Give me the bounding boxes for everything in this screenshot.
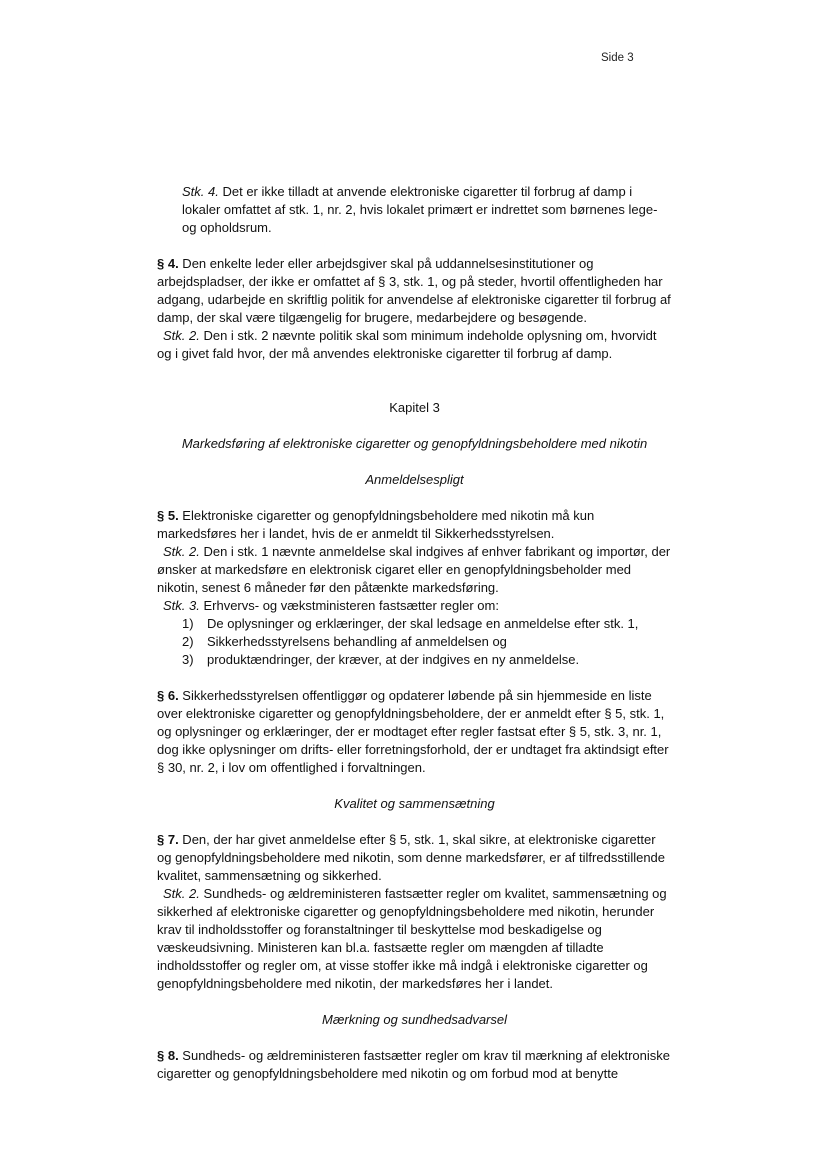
paragraph-5-stk-3: [157, 597, 672, 615]
paragraph-text: Sundheds- og ældreministeren fastsætter regler om krav til mærkning af elektroniske cigaretter og genopfyldningsbeholdere med nikotin og om forbud mod at benytte: [157, 1048, 671, 1081]
list-item: 2) Sikkerhedsstyrelsens behandling af anmeldelsen og: [182, 634, 507, 649]
section-label: § 8.: [157, 1048, 179, 1063]
paragraph-text: Erhvervs- og vækstministeren fastsætter regler om:: [199, 598, 499, 613]
chapter-title: Kapitel 3: [389, 400, 440, 415]
paragraph-text: Den, der har givet anmeldelse efter § 5, stk. 1, skal sikre, at elektroniske cigaretter og genopfyldningsbeholdere med nikotin, som denne markedsfører, er af tilfredsstillende kvalitet, sammensætning og sikkerhed.: [157, 832, 666, 883]
document-body: [157, 183, 672, 1083]
paragraph-6: [157, 687, 672, 777]
stk-label: Stk. 3.: [163, 598, 200, 613]
paragraph-text: Elektroniske cigaretter og genopfyldningsbeholdere med nikotin må kun markedsføres her i landet, hvis de er anmeldt til Sikkerhedsstyrelsen.: [157, 508, 595, 541]
list-item: 1) De oplysninger og erklæringer, der skal ledsage en anmeldelse efter stk. 1,: [182, 616, 639, 631]
list-item: 3) produktændringer, der kræver, at der indgives en ny anmeldelse.: [182, 652, 580, 667]
stk-label: Stk. 2.: [163, 328, 200, 343]
section-label: § 4.: [157, 256, 179, 271]
paragraph-8: [157, 1047, 672, 1083]
paragraph-4-stk-2: [157, 327, 672, 363]
paragraph-text: Den i stk. 2 nævnte politik skal som minimum indeholde oplysning om, hvorvidt og i givet fald hvor, der må anvendes elektroniske cigaretter til forbrug af damp.: [157, 328, 657, 361]
section-heading-kvalitet: Kvalitet og sammensætning: [334, 796, 495, 811]
paragraph-text: Den enkelte leder eller arbejdsgiver skal på uddannelsesinstitutioner og arbejdspladser, der ikke er omfattet af § 3, stk. 1, og på steder, hvortil offentligheden har adgang, udarbejde en skriftlig politik for anvendelse af elektroniske cigaretter til forbrug af damp, der skal være tilgængelig for brugere, medarbejdere og besøgende.: [157, 256, 671, 325]
paragraph-4: [157, 255, 672, 327]
paragraph-7: [157, 831, 672, 885]
paragraph-3-stk-4: [157, 183, 672, 237]
stk-label: Stk. 2.: [163, 544, 200, 559]
paragraph-text: Den i stk. 1 nævnte anmeldelse skal indgives af enhver fabrikant og importør, der ønsker at markedsføre en elektronisk cigaret eller en genopfyldningsbeholder med nikotin, senest 6 måneder før den påtænkte markedsføring.: [157, 544, 671, 595]
section-label: § 5.: [157, 508, 179, 523]
stk-label: Stk. 4.: [182, 184, 219, 199]
numbered-list: [157, 615, 672, 669]
section-heading-maerkning: Mærkning og sundhedsadvarsel: [322, 1012, 507, 1027]
section-label: § 7.: [157, 832, 179, 847]
paragraph-text: Sikkerhedsstyrelsen offentliggør og opdaterer løbende på sin hjemmeside en liste over elektroniske cigaretter og genopfyldningsbeholdere, der er anmeldt efter § 5, stk. 1, og oplysninger og erklæringer, der er modtaget efter regler fastsat efter § 5, stk. 3, nr. 1, dog ikke oplysninger om drifts- eller forretningsforhold, der er undtaget fra aktindsigt efter § 30, nr. 2, i lov om offentlighed i forvaltningen.: [157, 688, 669, 775]
section-label: § 6.: [157, 688, 179, 703]
paragraph-text: Det er ikke tilladt at anvende elektroniske cigaretter til forbrug af damp i lokaler omfattet af stk. 1, nr. 2, hvis lokalet primært er indrettet som børnenes lege- og opholdsrum.: [182, 184, 658, 235]
paragraph-7-stk-2: [157, 885, 672, 993]
paragraph-5: [157, 507, 672, 543]
paragraph-text: Sundheds- og ældreministeren fastsætter regler om kvalitet, sammensætning og sikkerhed af elektroniske cigaretter og genopfyldningsbeholdere med nikotin, herunder krav til indholdsstoffer og foranstaltninger til beskyttelse mod beskadigelse og væskeudsivning. Ministeren kan bl.a. fastsætte regler om mængden af tilladte indholdsstoffer og regler om, at visse stoffer ikke må indgå i elektroniske cigaretter og genopfyldningsbeholdere med nikotin, der markedsføres her i landet.: [157, 886, 667, 991]
section-heading-anmeldelsespligt: Anmeldelsespligt: [365, 472, 464, 487]
paragraph-5-stk-2: [157, 543, 672, 597]
page-number: Side 3: [601, 52, 634, 64]
chapter-subtitle: Markedsføring af elektroniske cigaretter og genopfyldningsbeholdere med nikotin: [181, 436, 648, 451]
stk-label: Stk. 2.: [163, 886, 200, 901]
